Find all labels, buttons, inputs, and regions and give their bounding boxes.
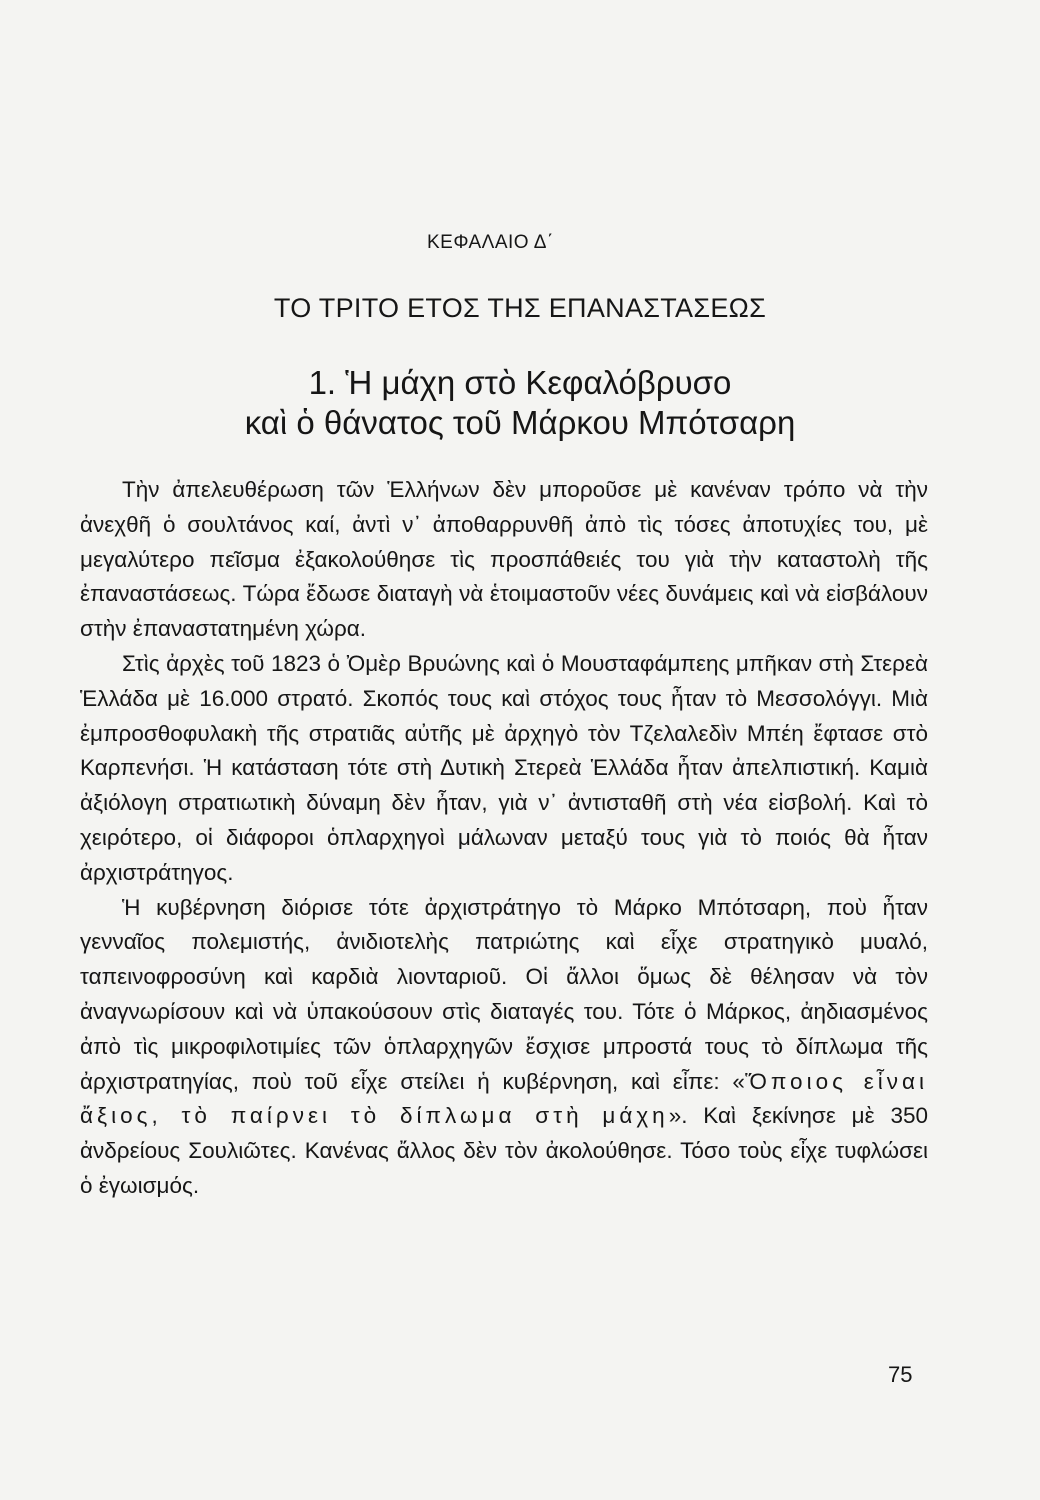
page-number: 75 — [888, 1362, 913, 1387]
paragraph-3-end: ». Καὶ ξεκίνησε μὲ 350 ἀνδρείους Σουλιῶτες. Κανένας ἄλλος δὲν τὸν ἀκολούθησε. Τόσο τοὺς εἶχε τυφλώσει ὁ ἐγωισμός. — [80, 1103, 928, 1198]
chapter-title: ΤΟ ΤΡΙΤΟ ΕΤΟΣ ΤΗΣ ΕΠΑΝΑΣΤΑΣΕΩΣ — [273, 293, 767, 323]
chapter-label: ΚΕΦΑΛΑΙΟ Δ΄ — [427, 232, 554, 253]
quote-spaced: Ὅποιος εἶναι ἄξιος, τὸ παίρνει τὸ δίπλωμα στὴ μάχη — [80, 1068, 928, 1129]
paragraph-1: Τὴν ἀπελευθέρωση τῶν Ἑλλήνων δὲν μποροῦσε μὲ κανέναν τρόπο νὰ τὴν ἀνεχθῆ ὁ σουλτάνος καί, ἀντὶ ν᾿ ἀποθαρρυνθῆ ἀπὸ τὶς τόσες ἀποτυχίες του, μὲ μεγαλύτερο πεῖσμα ἐξακολούθησε τὶς προσπάθειές του γιὰ τὴν καταστολὴ τῆς ἐπαναστάσεως. Τώρα ἔδωσε διαταγὴ νὰ ἑτοιμαστοῦν νέες δυνάμεις καὶ νὰ εἰσβάλουν στὴν ἐπαναστατημένη χώρα. — [80, 477, 928, 642]
section-title — [0, 363, 1040, 443]
section-title-line-1: 1. Ἡ μάχη στὸ Κεφαλόβρυσο — [308, 364, 732, 401]
paragraph-3 — [80, 891, 928, 1204]
section-title-line-2: καὶ ὁ θάνατος τοῦ Μάρκου Μπότσαρη — [244, 404, 796, 441]
body-text — [80, 473, 928, 1204]
paragraph-3-text: Ἡ κυβέρνηση διόρισε τότε ἀρχιστράτηγο τὸ Μάρκο Μπότσαρη, ποὺ ἦταν γενναῖος πολεμιστής, ἀνιδιοτελὴς πατριώτης καὶ εἶχε στρατηγικὸ μυαλό, ταπεινοφροσύνη καὶ καρδιὰ λιονταριοῦ. Οἱ ἄλλοι ὅμως δὲ θέλησαν νὰ τὸν ἀναγνωρίσουν καὶ νὰ ὑπακούσουν στὶς διαταγές του. Τότε ὁ Μάρκος, ἀηδιασμένος ἀπὸ τὶς μικροφιλοτιμίες τῶν ὁπλαρχηγῶν ἔσχισε μπροστά τους τὸ δίπλωμα τῆς ἀρχιστρατηγίας, ποὺ τοῦ εἶχε στείλει ἡ κυβέρνηση, καὶ εἶπε: « — [80, 894, 928, 1094]
paragraph-2: Στὶς ἀρχὲς τοῦ 1823 ὁ Ὀμὲρ Βρυώνης καὶ ὁ Μουσταφάμπεης μπῆκαν στὴ Στερεὰ Ἑλλάδα μὲ 16.000 στρατό. Σκοπός τους καὶ στόχος τους ἦταν τὸ Μεσσολόγγι. Μιὰ ἐμπροσθοφυλακὴ τῆς στρατιᾶς αὐτῆς μὲ ἀρχηγὸ τὸν Τζελαλεδὶν Μπέη ἔφτασε στὸ Καρπενήσι. Ἡ κατάσταση τότε στὴ Δυτικὴ Στερεὰ Ἑλλάδα ἦταν ἀπελπιστική. Καμιὰ ἀξιόλογη στρατιωτικὴ δύναμη δὲν ἦταν, γιὰ ν᾿ ἀντισταθῆ στὴ νέα εἰσβολή. Καὶ τὸ χειρότερο, οἱ διάφοροι ὁπλαρχηγοὶ μάλωναν μεταξύ τους γιὰ τὸ ποιός θὰ ἦταν ἀρχιστράτηγος. — [80, 650, 928, 885]
